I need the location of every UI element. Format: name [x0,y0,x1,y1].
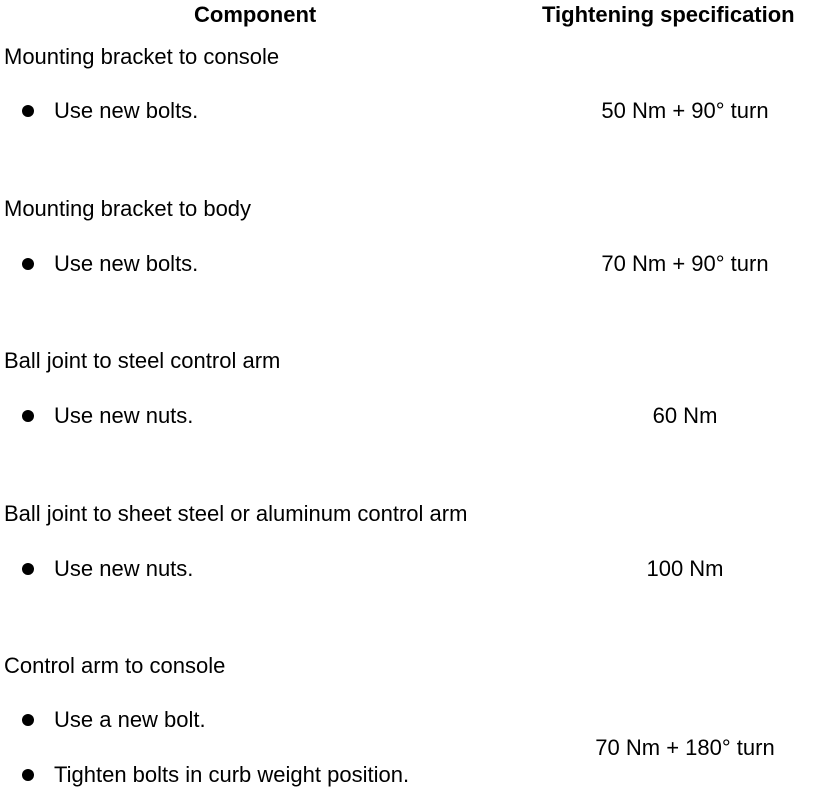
bullet-icon [22,714,34,726]
note-text: Use a new bolt. [54,707,206,732]
tightening-spec-value: 50 Nm + 90° turn [601,98,769,123]
note-text: Use new nuts. [54,556,194,581]
list-item [22,556,193,582]
table-row [0,196,832,306]
table-row [0,653,832,793]
tightening-spec-value: 70 Nm + 90° turn [601,251,769,276]
list-item [22,762,409,788]
component-name: Ball joint to steel control arm [4,348,281,373]
tightening-spec-value: 60 Nm [652,403,718,428]
component-name: Ball joint to sheet steel or aluminum control arm [4,501,468,526]
table-row [0,501,832,611]
list-item [22,251,198,277]
component-name: Mounting bracket to console [4,44,280,69]
note-text: Use new nuts. [54,403,194,428]
note-text: Use new bolts. [54,251,199,276]
note-text: Tighten bolts in curb weight position. [54,762,410,787]
tightening-spec-value: 100 Nm [646,556,724,581]
list-item [22,707,206,733]
column-header-tightening-specification: Tightening specification [542,2,795,27]
bullet-icon [22,410,34,422]
table-row [0,44,832,154]
column-header-component: Component [194,2,317,27]
component-name: Mounting bracket to body [4,196,252,221]
list-item [22,98,198,124]
bullet-icon [22,105,34,117]
bullet-icon [22,258,34,270]
component-name: Control arm to console [4,653,226,678]
note-text: Use new bolts. [54,98,199,123]
bullet-icon [22,563,34,575]
list-item [22,403,193,429]
table-row [0,348,832,458]
bullet-icon [22,769,34,781]
tightening-spec-value: 70 Nm + 180° turn [595,735,775,760]
